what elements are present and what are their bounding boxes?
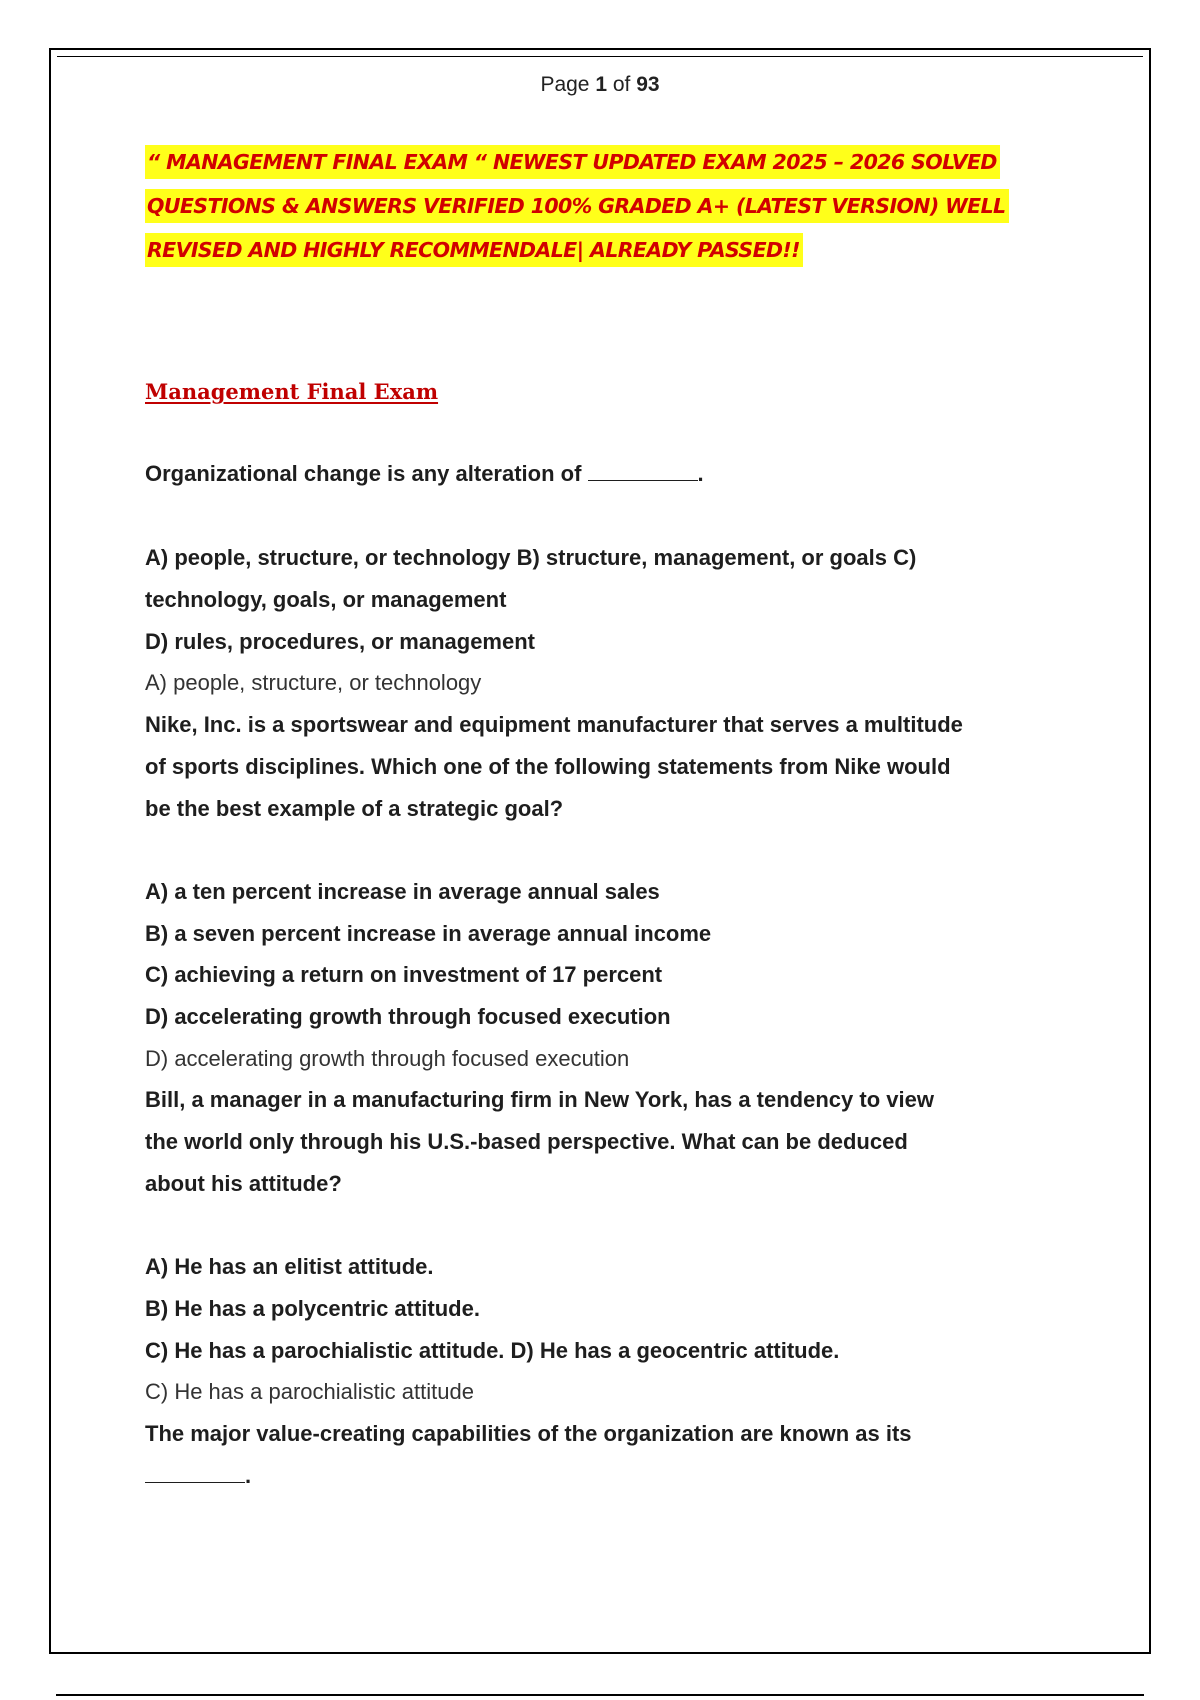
page-bottom-rule (56, 1694, 1144, 1696)
question-4-blank-line (145, 1463, 251, 1489)
banner-line-2-text: QUESTIONS & ANSWERS VERIFIED 100% GRADED A+ (LATEST VERSION) WELL (145, 189, 1009, 223)
question-1-stem-suffix: . (697, 461, 704, 486)
banner-line-2 (145, 184, 1045, 228)
question-2-stem-line-1: Nike, Inc. is a sportswear and equipment manufacturer that serves a multitude (145, 712, 963, 737)
answer-blank (588, 462, 698, 481)
question-3-answer: C) He has a parochialistic attitude (145, 1379, 474, 1404)
question-4-stem: The major value-creating capabilities of the organization are known as its (145, 1421, 912, 1446)
page-number-total: 93 (636, 73, 660, 96)
question-2-answer: D) accelerating growth through focused execution (145, 1046, 630, 1071)
banner-line-1 (145, 140, 1045, 184)
question-1-option-line-1: A) people, structure, or technology B) structure, management, or goals C) (145, 545, 917, 570)
section-title: Management Final Exam (145, 379, 439, 404)
answer-blank (145, 1464, 245, 1483)
question-2-option-a: A) a ten percent increase in average annual sales (145, 879, 660, 904)
question-2-stem-line-3: be the best example of a strategic goal? (145, 796, 564, 821)
question-1-stem-text: Organizational change is any alteration of (145, 461, 588, 486)
page-number-current: 1 (595, 73, 608, 96)
question-1-option-line-3: D) rules, procedures, or management (145, 629, 535, 654)
page-number-middle: of (607, 73, 637, 96)
question-3-stem-line-1: Bill, a manager in a manufacturing firm in New York, has a tendency to view (145, 1087, 934, 1112)
question-2-option-d: D) accelerating growth through focused execution (145, 1004, 671, 1029)
banner-line-3-text: REVISED AND HIGHLY RECOMMENDALE| ALREADY PASSED!! (145, 233, 803, 267)
question-1-stem (145, 461, 704, 487)
document-banner (145, 140, 1045, 272)
page-frame (49, 48, 1151, 1654)
question-2-option-c: C) achieving a return on investment of 17 percent (145, 962, 663, 987)
question-3-option-a: A) He has an elitist attitude. (145, 1254, 434, 1279)
banner-line-3 (145, 228, 1045, 272)
question-2-option-b: B) a seven percent increase in average annual income (145, 921, 712, 946)
question-3-stem-line-3: about his attitude? (145, 1171, 342, 1196)
question-3-option-c-d: C) He has a parochialistic attitude. D) He has a geocentric attitude. (145, 1338, 840, 1363)
frame-top-rule (57, 56, 1143, 57)
question-1-option-line-2: technology, goals, or management (145, 587, 507, 612)
question-1-answer: A) people, structure, or technology (145, 670, 482, 695)
question-3-option-b: B) He has a polycentric attitude. (145, 1296, 480, 1321)
question-3-stem-line-2: the world only through his U.S.-based perspective. What can be deduced (145, 1129, 908, 1154)
page-number (0, 73, 1200, 97)
banner-line-1-text: “ MANAGEMENT FINAL EXAM “ NEWEST UPDATED EXAM 2025 – 2026 SOLVED (145, 145, 1000, 179)
page-number-prefix: Page (540, 73, 596, 96)
question-2-stem-line-2: of sports disciplines. Which one of the following statements from Nike would (145, 754, 951, 779)
question-4-stem-suffix: . (245, 1463, 252, 1488)
